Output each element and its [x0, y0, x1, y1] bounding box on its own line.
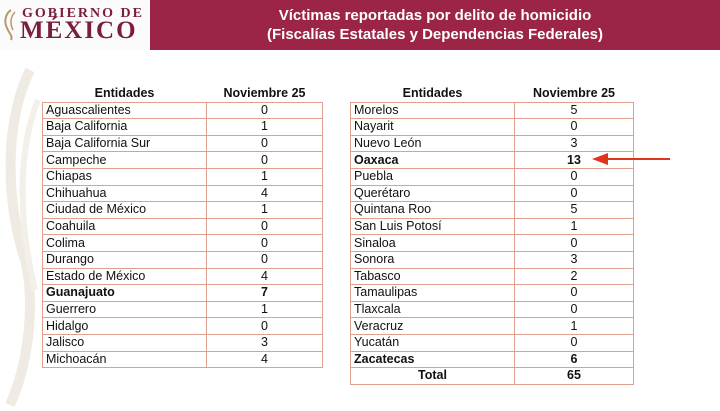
value-cell: 3 [207, 334, 323, 351]
value-cell: 2 [515, 268, 634, 285]
column-header-entity: Entidades [94, 86, 155, 101]
value-cell: 4 [207, 185, 323, 202]
entity-cell: Yucatán [351, 334, 515, 351]
title-band [150, 0, 720, 50]
table-row [43, 301, 323, 318]
entity-cell: Sonora [351, 251, 515, 268]
logo-line-2: MÉXICO [20, 17, 138, 44]
table-row [43, 285, 323, 302]
entity-cell: Quintana Roo [351, 202, 515, 219]
entity-cell: Campeche [43, 152, 207, 169]
table-row [351, 251, 634, 268]
entity-cell: Nuevo León [351, 135, 515, 152]
table-header [43, 86, 323, 102]
table-row [43, 185, 323, 202]
right-table [350, 86, 634, 385]
value-cell: 1 [207, 119, 323, 136]
value-cell: 7 [207, 285, 323, 302]
entity-cell: Querétaro [351, 185, 515, 202]
entity-cell: Baja California Sur [43, 135, 207, 152]
table-row [351, 318, 634, 335]
entity-cell: Baja California [43, 119, 207, 136]
entity-cell: Durango [43, 251, 207, 268]
column-header-value: Noviembre 25 [533, 86, 615, 101]
table-row [43, 168, 323, 185]
value-cell: 0 [515, 119, 634, 136]
table-row [43, 251, 323, 268]
value-cell: 0 [207, 102, 323, 119]
entity-cell: Tabasco [351, 268, 515, 285]
value-cell: 0 [515, 235, 634, 252]
table-row [351, 218, 634, 235]
table-row [43, 334, 323, 351]
value-cell: 0 [515, 185, 634, 202]
entity-cell: Estado de México [43, 268, 207, 285]
table-row [43, 235, 323, 252]
entity-cell: Jalisco [43, 334, 207, 351]
value-cell: 0 [207, 235, 323, 252]
entity-cell: Zacatecas [351, 351, 515, 368]
value-cell: 0 [207, 251, 323, 268]
table-row [351, 102, 634, 119]
entity-cell: Ciudad de México [43, 202, 207, 219]
value-cell: 5 [515, 102, 634, 119]
value-cell: 1 [515, 318, 634, 335]
entity-cell: Veracruz [351, 318, 515, 335]
value-cell: 1 [207, 301, 323, 318]
emblem-icon [1, 8, 21, 42]
entity-cell: Coahuila [43, 218, 207, 235]
table-row [351, 135, 634, 152]
value-cell: 6 [515, 351, 634, 368]
table-row [351, 235, 634, 252]
page-subtitle: (Fiscalías Estatales y Dependencias Federales) [267, 26, 603, 43]
value-cell: 5 [515, 202, 634, 219]
table-row [351, 168, 634, 185]
table-header [351, 86, 634, 102]
logo-line-1: GOBIERNO DE [22, 6, 144, 21]
entity-cell: Sinaloa [351, 235, 515, 252]
value-cell: 0 [515, 285, 634, 302]
left-table [42, 86, 323, 368]
value-cell: 0 [207, 318, 323, 335]
total-label: Total [351, 368, 515, 385]
value-cell: 3 [515, 251, 634, 268]
table-row [43, 351, 323, 368]
total-row [351, 368, 634, 385]
entity-cell: Tlaxcala [351, 301, 515, 318]
table-row [351, 334, 634, 351]
table-row [43, 268, 323, 285]
table-row [43, 102, 323, 119]
entity-cell: Tamaulipas [351, 285, 515, 302]
entity-cell: Chihuahua [43, 185, 207, 202]
entity-cell: Chiapas [43, 168, 207, 185]
value-cell: 1 [515, 218, 634, 235]
table-row [351, 285, 634, 302]
entity-cell: Aguascalientes [43, 102, 207, 119]
table-row [43, 135, 323, 152]
page-title: Víctimas reportadas por delito de homicidio [278, 7, 592, 24]
table-row [351, 185, 634, 202]
gobierno-logo [0, 0, 150, 50]
value-cell: 0 [515, 168, 634, 185]
value-cell: 1 [207, 168, 323, 185]
column-header-entity: Entidades [402, 86, 463, 101]
entity-cell: Guanajuato [43, 285, 207, 302]
value-cell: 0 [207, 218, 323, 235]
header-bar [0, 0, 720, 50]
entity-cell: San Luis Potosí [351, 218, 515, 235]
entity-cell: Michoacán [43, 351, 207, 368]
value-cell: 1 [207, 202, 323, 219]
left-arrow-icon [592, 152, 672, 166]
table-row [43, 202, 323, 219]
table-row [351, 202, 634, 219]
entity-cell: Hidalgo [43, 318, 207, 335]
value-cell: 3 [515, 135, 634, 152]
table-row [351, 119, 634, 136]
table-row [351, 301, 634, 318]
table-row [43, 318, 323, 335]
table-row [43, 152, 323, 169]
value-cell: 4 [207, 268, 323, 285]
entity-cell: Nayarit [351, 119, 515, 136]
entity-cell: Colima [43, 235, 207, 252]
table-row [351, 351, 634, 368]
value-cell: 0 [515, 301, 634, 318]
value-cell: 0 [207, 135, 323, 152]
entity-cell: Morelos [351, 102, 515, 119]
watermark-emblem-icon [0, 60, 40, 411]
entity-cell: Oaxaca [351, 152, 515, 169]
value-cell: 13 [515, 152, 634, 169]
table-row [43, 218, 323, 235]
entity-cell: Puebla [351, 168, 515, 185]
table-row [43, 119, 323, 136]
table-row [351, 268, 634, 285]
value-cell: 0 [207, 152, 323, 169]
total-value: 65 [515, 368, 634, 385]
value-cell: 0 [515, 334, 634, 351]
value-cell: 4 [207, 351, 323, 368]
entity-cell: Guerrero [43, 301, 207, 318]
column-header-value: Noviembre 25 [223, 86, 306, 101]
